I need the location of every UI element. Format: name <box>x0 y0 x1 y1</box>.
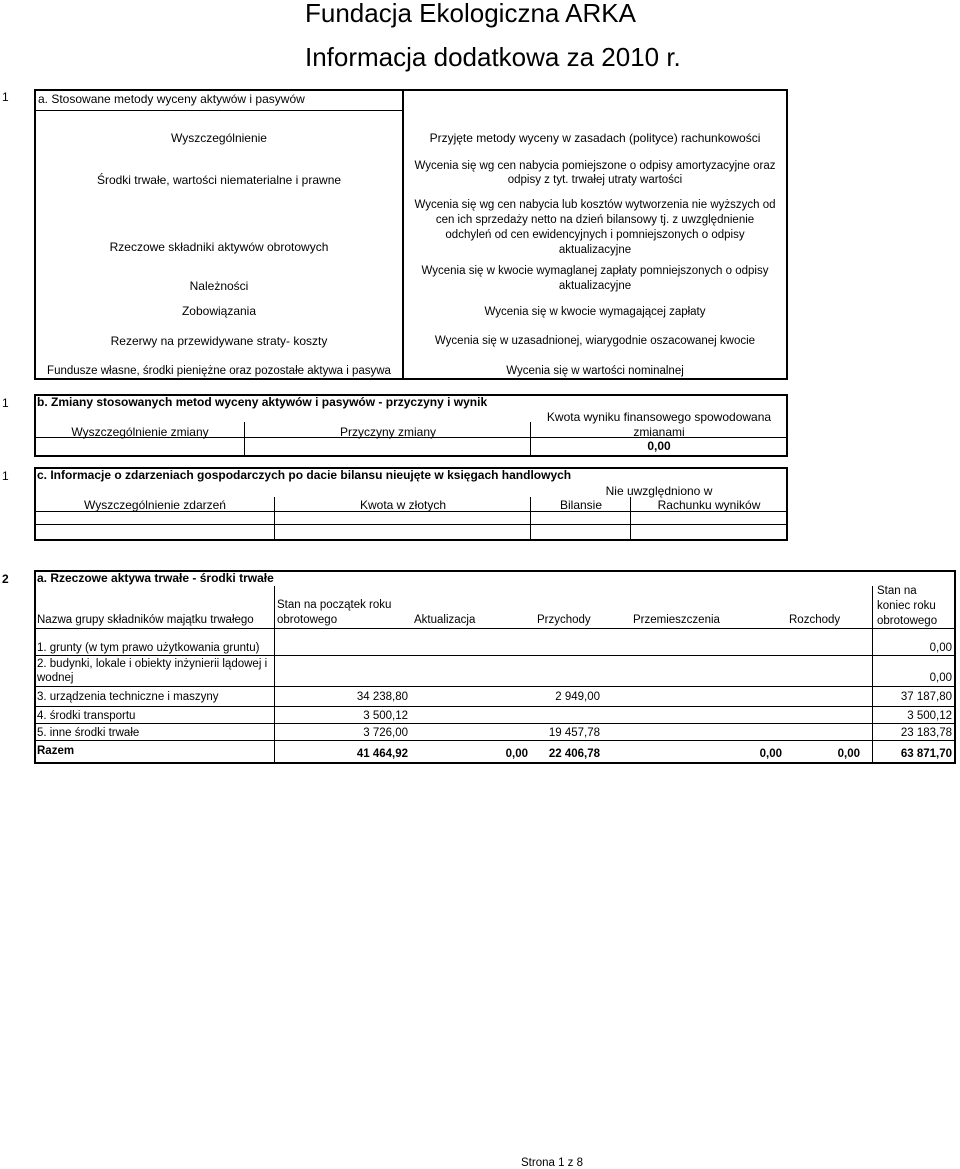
row-label-zobowiazania: Zobowiązania <box>181 304 257 318</box>
col-header-przychody: Przychody <box>537 614 591 626</box>
total-przemieszczenia: 0,00 <box>759 748 782 760</box>
section-1b-title: b. Zmiany stosowanych metod wyceny aktywów i pasywów - przyczyny i wynik <box>37 395 488 409</box>
col-header-wyszczegolnienie-zmiany: Wyszczególnienie zmiany <box>71 425 209 439</box>
row-przychody-urzadzenia: 2 949,00 <box>555 691 600 703</box>
col-header-metody: Przyjęte metody wyceny w zasadach (polityce) rachunkowości <box>429 131 761 145</box>
col-header-nazwa-grupy: Nazwa grupy składników majątku trwałego <box>37 614 254 626</box>
col-header-rozchody: Rozchody <box>789 614 841 626</box>
section-1a-number: 1 <box>2 90 9 104</box>
section-2a-title: a. Rzeczowe aktywa trwałe - środki trwałe <box>37 571 274 585</box>
row-start-urzadzenia: 34 238,80 <box>356 691 408 703</box>
col-header-rachunku-wynikow: Rachunku wyników <box>657 498 761 512</box>
row-method-naleznosci: Wycenia się w kwocie wymaglanej zapłaty pomniejszonych o odpisy aktualizacyjne <box>421 265 769 292</box>
divider <box>274 586 275 762</box>
section-1b-number: 1 <box>2 396 9 410</box>
col-group-nie-uwzgledniono: Nie uwzględniono w <box>605 484 713 498</box>
total-aktualizacja: 0,00 <box>505 748 528 760</box>
row-name-inne: 5. inne środki trwałe <box>37 727 140 739</box>
col-header-stan-koniec: Stan na koniec roku obrotowego <box>877 585 938 627</box>
section-2a-number: 2 <box>2 572 9 586</box>
col-header-bilansie: Bilansie <box>559 498 603 512</box>
row-name-grunty: 1. grunty (w tym prawo użytkowania gruntu) <box>37 642 260 654</box>
section-1a-title: a. Stosowane metody wyceny aktywów i pasywów <box>38 92 305 106</box>
divider <box>274 497 275 539</box>
row-przychody-inne: 19 457,78 <box>548 727 600 739</box>
row-end-urzadzenia: 37 187,80 <box>900 691 952 703</box>
total-przychody: 22 406,78 <box>548 748 600 760</box>
row-end-budynki: 0,00 <box>929 672 952 684</box>
row-method-rzeczowe-skladniki: Wycenia się wg cen nabycia lub kosztów wytworzenia nie wyższych od cen ich sprzedaży netto na dzień bilansowy tj. z uwzględnienie odchyleń od cen ewidencyjnych i pomniejszonych o odpisy aktualizacyjne <box>414 199 776 256</box>
divider <box>530 422 531 455</box>
col-header-kwota-wyniku-2: zmianami <box>633 425 685 439</box>
page-number: Strona 1 z 8 <box>521 1157 584 1169</box>
total-row-label: Razem <box>37 745 75 757</box>
divider <box>34 110 404 111</box>
col-header-przyczyny: Przyczyny zmiany <box>339 425 437 439</box>
divider <box>34 686 956 687</box>
row-label-srodki-trwale: Środki trwałe, wartości niematerialne i prawne <box>96 173 342 187</box>
row-label-rezerwy: Rezerwy na przewidywane straty- koszty <box>110 334 328 348</box>
col-header-wyszczegolnienie: Wyszczególnienie <box>171 131 267 145</box>
row-end-grunty: 0,00 <box>929 642 952 654</box>
divider <box>34 655 956 656</box>
row-label-fundusze: Fundusze własne, środki pieniężne oraz pozostałe aktywa i pasywa <box>47 365 391 377</box>
row-label-naleznosci: Należności <box>189 279 249 293</box>
total-kwota-wyniku: 0,00 <box>647 439 671 453</box>
row-end-transport: 3 500,12 <box>907 710 952 722</box>
col-header-aktualizacja: Aktualizacja <box>414 614 476 626</box>
row-name-transport: 4. środki transportu <box>37 710 136 722</box>
row-name-budynki: 2. budynki, lokale i obiekty inżynierii lądowej i wodnej <box>37 658 268 684</box>
row-start-transport: 3 500,12 <box>363 710 408 722</box>
total-end: 63 871,70 <box>900 748 952 760</box>
col-header-wyszczegolnienie-zdarzen: Wyszczególnienie zdarzeń <box>84 498 226 512</box>
total-rozchody: 0,00 <box>837 748 860 760</box>
col-header-przemieszczenia: Przemieszczenia <box>633 614 720 626</box>
divider <box>34 740 956 741</box>
row-method-zobowiazania: Wycenia się w kwocie wymagającej zapłaty <box>484 306 706 318</box>
divider <box>34 706 956 707</box>
divider <box>34 723 956 724</box>
col-header-kwota-w-zlotych: Kwota w złotych <box>359 498 447 512</box>
row-label-rzeczowe-skladniki: Rzeczowe składniki aktywów obrotowych <box>109 240 329 254</box>
row-method-rezerwy: Wycenia się w uzasadnionej, wiarygodnie oszacowanej kwocie <box>434 335 756 347</box>
row-name-urzadzenia: 3. urządzenia techniczne i maszyny <box>37 691 219 703</box>
row-method-fundusze: Wycenia się w wartości nominalnej <box>506 365 684 377</box>
divider <box>34 524 788 525</box>
col-header-stan-poczatek: Stan na początek roku obrotowego <box>277 599 392 626</box>
section-1c-title: c. Informacje o zdarzeniach gospodarczych po dacie bilansu nieujęte w księgach handlowych <box>37 468 572 482</box>
divider <box>244 422 245 455</box>
divider <box>34 628 956 629</box>
total-start: 41 464,92 <box>356 748 408 760</box>
section-1c-number: 1 <box>2 469 9 483</box>
page-subtitle: Informacja dodatkowa za 2010 r. <box>305 42 681 72</box>
page-title: Fundacja Ekologiczna ARKA <box>305 0 636 28</box>
row-end-inne: 23 183,78 <box>900 727 952 739</box>
col-header-kwota-wyniku-1: Kwota wyniku finansowego spowodowana <box>546 410 772 424</box>
divider <box>872 586 873 762</box>
divider <box>630 497 631 539</box>
row-method-srodki-trwale: Wycenia się wg cen nabycia pomiejszone o odpisy amortyzacyjne oraz odpisy z tyt. trwałej utraty wartości <box>414 160 776 186</box>
divider <box>530 497 531 539</box>
row-start-inne: 3 726,00 <box>363 727 408 739</box>
